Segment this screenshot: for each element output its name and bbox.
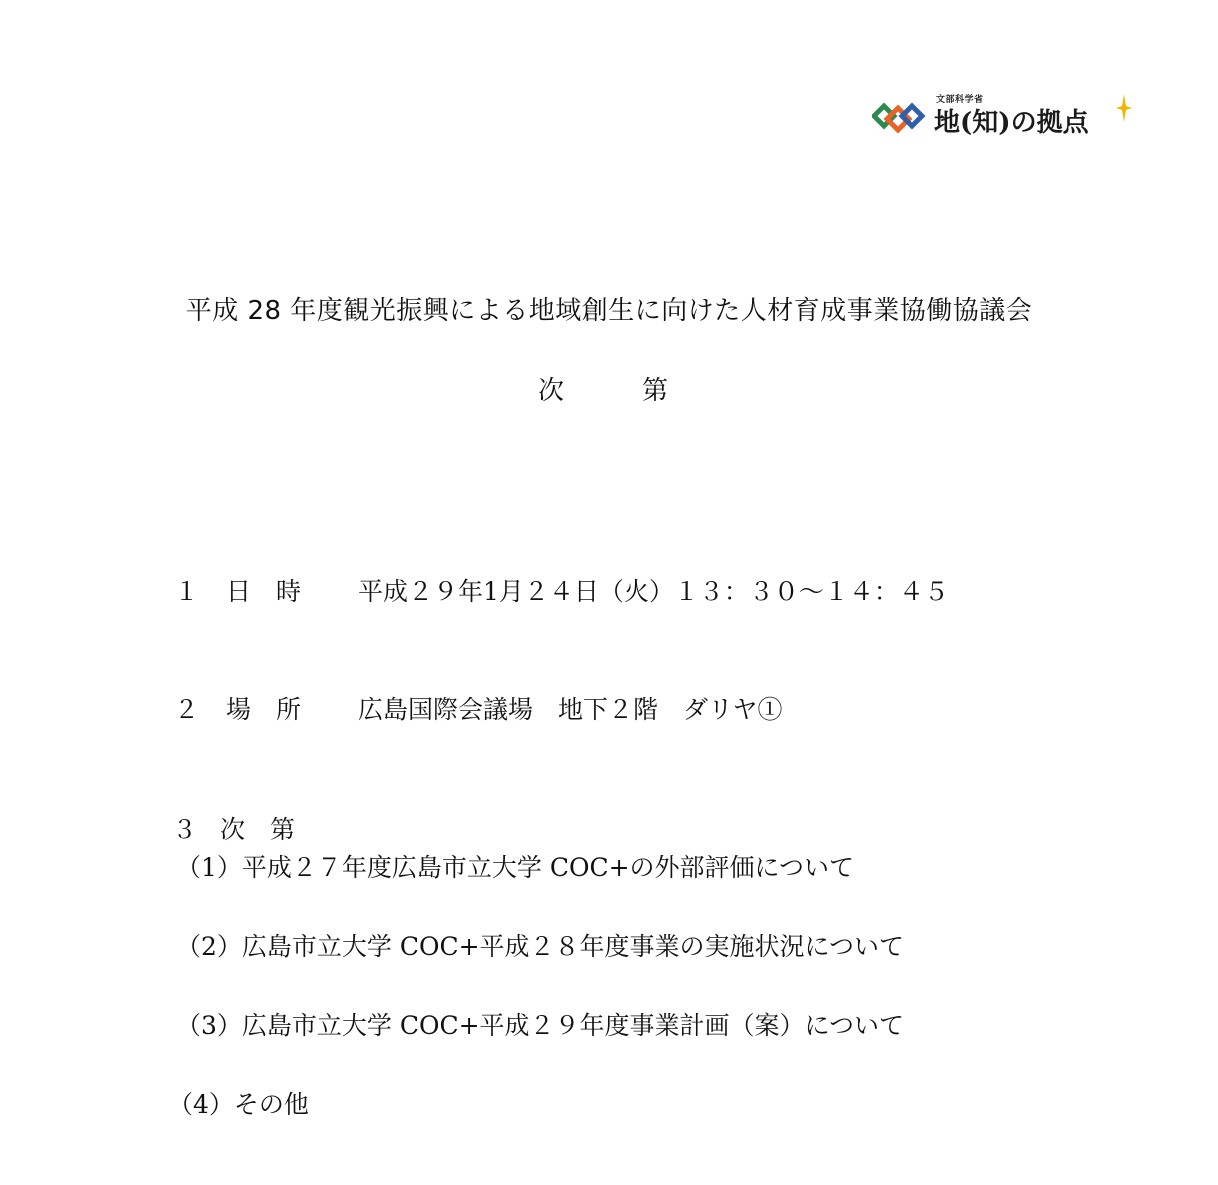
- agenda-number: ３: [172, 815, 198, 844]
- agenda-item: （4）その他: [168, 1090, 309, 1119]
- document-title: 平成 28 年度観光振興による地域創生に向けた人材育成事業協働協議会: [185, 296, 1033, 326]
- item-label: 日 時: [226, 577, 302, 606]
- item-label: 場 所: [226, 695, 302, 724]
- item-value: 広島国際会議場 地下２階 ダリヤ①: [358, 695, 783, 724]
- logo-text: 地(知)の拠点: [934, 108, 1089, 138]
- item-number: ２: [174, 695, 200, 724]
- item-value: 平成２９年1月２４日（火）１３：３０～１４：４５: [358, 577, 949, 606]
- agenda-item: （3）広島市立大学 COC+平成２９年度事業計画（案）について: [176, 1011, 905, 1040]
- item-number: １: [174, 577, 200, 606]
- diamond-logo-icon: [872, 94, 932, 138]
- agenda-item: （2）広島市立大学 COC+平成２８年度事業の実施状況について: [176, 932, 905, 961]
- agenda-item: （1）平成２７年度広島市立大学 COC+の外部評価について: [176, 853, 855, 882]
- document-subtitle: 次 第: [538, 376, 669, 406]
- logo: [868, 88, 1138, 144]
- agenda-label: 次 第: [220, 815, 296, 844]
- sparkle-icon: [1116, 94, 1132, 130]
- logo-subtext: 文部科学省: [936, 95, 984, 105]
